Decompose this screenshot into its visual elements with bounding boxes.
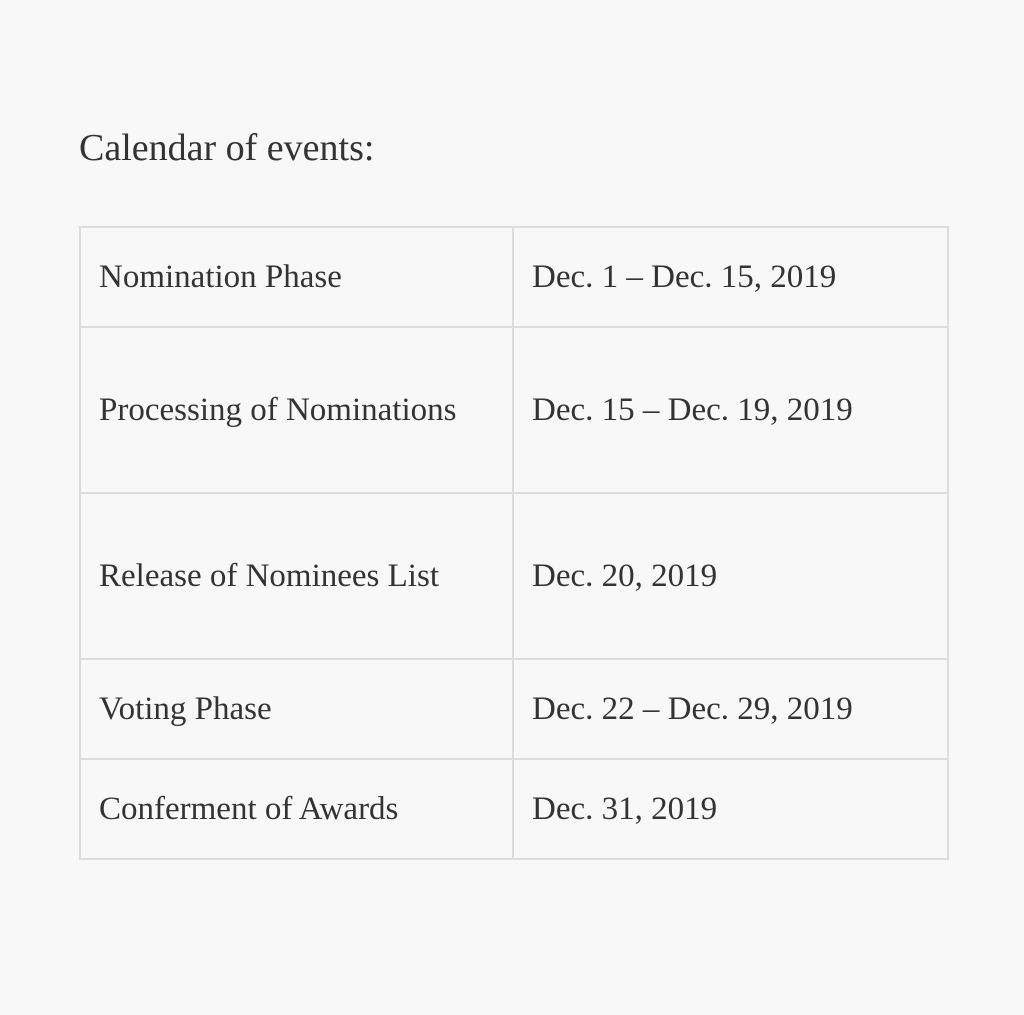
events-table [79, 226, 949, 860]
event-date-cell: Dec. 20, 2019 [513, 493, 948, 659]
event-name-cell: Conferment of Awards [80, 759, 513, 859]
event-name-cell: Voting Phase [80, 659, 513, 759]
event-date-cell: Dec. 1 – Dec. 15, 2019 [513, 227, 948, 327]
event-date-cell: Dec. 15 – Dec. 19, 2019 [513, 327, 948, 493]
table-row [80, 227, 948, 327]
table-row [80, 659, 948, 759]
table-row [80, 759, 948, 859]
event-name-cell: Processing of Nominations [80, 327, 513, 493]
table-row [80, 493, 948, 659]
event-name-cell: Nomination Phase [80, 227, 513, 327]
event-date-cell: Dec. 31, 2019 [513, 759, 948, 859]
calendar-heading: Calendar of events: [79, 127, 375, 169]
table-row [80, 327, 948, 493]
event-name-cell: Release of Nominees List [80, 493, 513, 659]
event-date-cell: Dec. 22 – Dec. 29, 2019 [513, 659, 948, 759]
